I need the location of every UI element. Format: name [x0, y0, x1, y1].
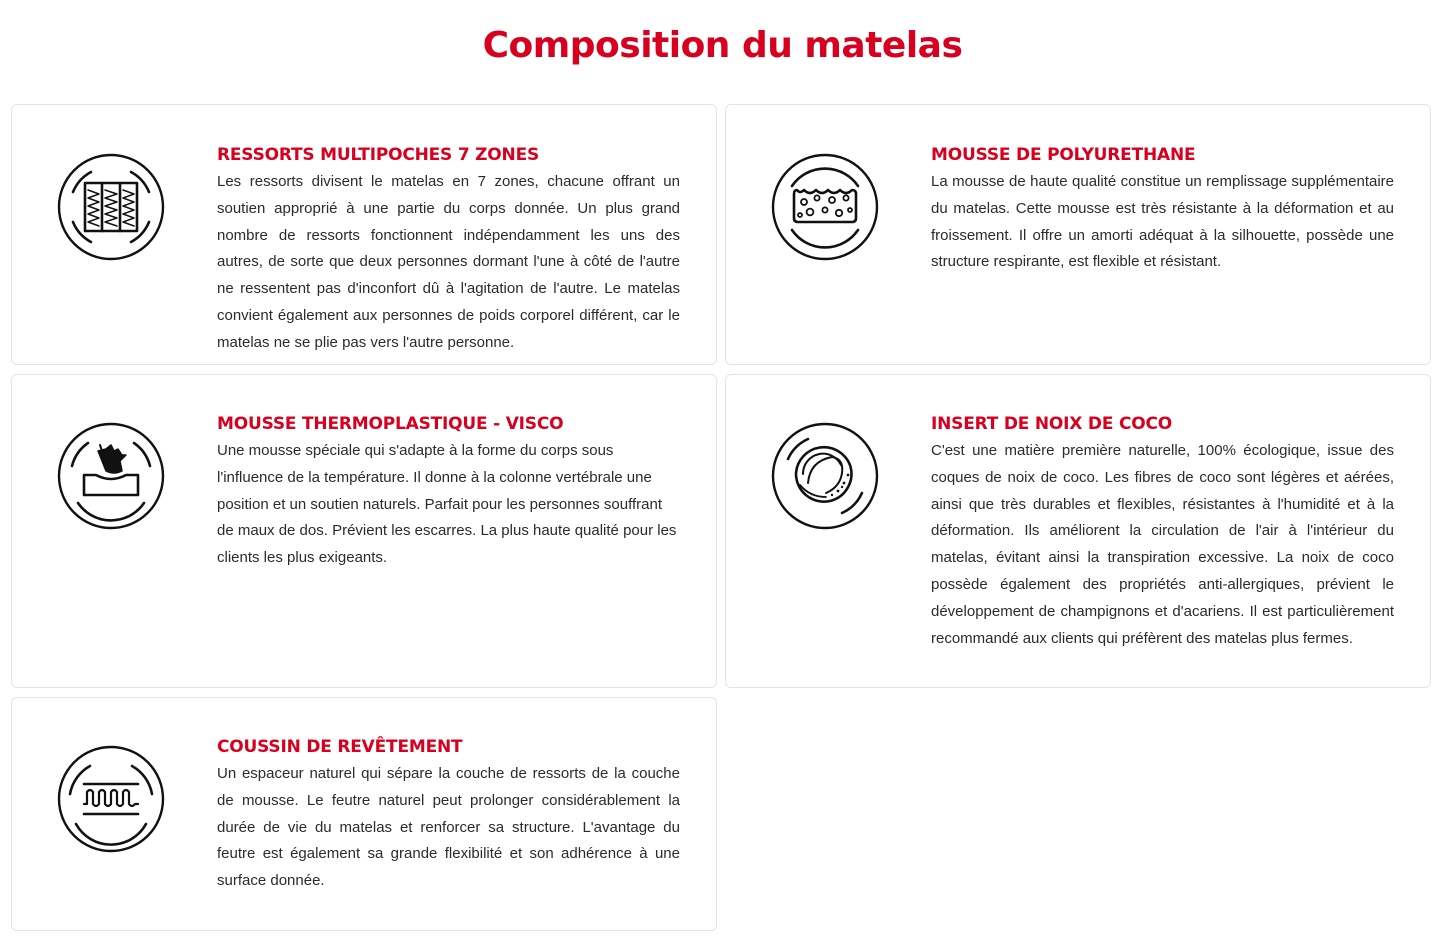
feature-description: C'est une matière première naturelle, 100% écologique, issue des coques de noix de coco. Les fibres de coco sont légères et aérées, ainsi que très durables et flexibles, résistantes à l'humidité et à la déformation. Ils améliorent la circulation de l'air à l'intérieur du matelas, évitant ainsi la transpiration excessive. La noix de coco possède également des propriétés anti-allergiques, prévient le développement de champignons et d'acariens. Il est particulièrement recommandé aux clients qui préfèrent des matelas plus fermes.	[931, 442, 1394, 647]
feature-card-body	[217, 144, 680, 357]
feature-description: Une mousse spéciale qui s'adapte à la forme du corps sous l'influence de la température. Il donne à la colonne vertébrale une position et un soutien naturels. Parfait pour les personnes souffrant de maux de dos. Prévient les escarres. La plus haute qualité pour les clients les plus exigeants.	[217, 442, 677, 567]
feature-card-body	[931, 144, 1394, 276]
page-title: Composition du matelas	[482, 25, 963, 66]
feature-heading: COUSSIN DE REVÊTEMENT	[217, 737, 463, 757]
feature-card-felt-layer	[11, 697, 717, 931]
memory-foam-hand-icon	[56, 421, 166, 531]
feature-description: Un espaceur naturel qui sépare la couche de ressorts de la couche de mousse. Le feutre naturel peut prolonger considérablement la durée de vie du matelas et renforcer sa structure. L'avantage du feutre est également sa grande flexibilité et son adhérence à une surface donnée.	[217, 765, 680, 890]
feature-heading: INSERT DE NOIX DE COCO	[931, 414, 1173, 434]
feature-description: La mousse de haute qualité constitue un remplissage supplémentaire du matelas. Cette mousse est très résistante à la déformation et au froissement. Il offre un amorti adéquat à la silhouette, possède une structure respirante, est flexible et résistant.	[931, 173, 1394, 271]
feature-card-body	[217, 413, 680, 572]
polyurethane-foam-icon	[770, 152, 880, 262]
feature-heading: RESSORTS MULTIPOCHES 7 ZONES	[217, 145, 540, 165]
feature-heading: MOUSSE DE POLYURETHANE	[931, 145, 1196, 165]
feature-heading: MOUSSE THERMOPLASTIQUE - VISCO	[217, 414, 564, 434]
felt-layer-icon	[56, 744, 166, 854]
feature-card-coconut	[725, 374, 1431, 688]
feature-card-body	[931, 413, 1394, 652]
pocket-springs-icon	[56, 152, 166, 262]
feature-card-memory-foam	[11, 374, 717, 688]
feature-description: Les ressorts divisent le matelas en 7 zones, chacune offrant un soutien approprié à une partie du corps donnée. Un plus grand nombre de ressorts fonctionnent indépendamment les uns des autres, de sorte que deux personnes dormant l'une à côté de l'autre ne ressentent pas d'inconfort dû à l'agitation de l'autre. Le matelas convient également aux personnes de poids corporel différent, car le matelas ne se plie pas vers l'autre personne.	[217, 173, 680, 351]
feature-card-pocket-springs	[11, 104, 717, 365]
feature-card-polyurethane-foam	[725, 104, 1431, 365]
coconut-icon	[770, 421, 880, 531]
feature-card-body	[217, 736, 680, 895]
